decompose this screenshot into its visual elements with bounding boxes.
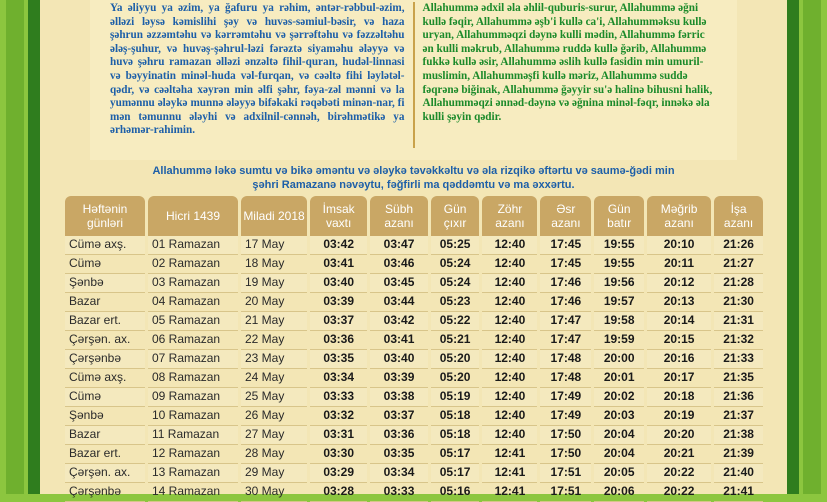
isha-cell: 21:33 (714, 350, 763, 369)
header-hijri: Hicri 1439 (148, 196, 238, 236)
maghrib-cell: 20:17 (647, 369, 711, 388)
subh-cell: 03:45 (370, 274, 427, 293)
isha-cell: 21:30 (714, 293, 763, 312)
table-row (65, 312, 763, 331)
table-row (65, 369, 763, 388)
sunset-cell: 19:56 (594, 274, 644, 293)
isha-cell: 21:26 (714, 236, 763, 255)
isha-cell: 21:41 (714, 483, 763, 502)
isha-cell: 21:40 (714, 464, 763, 483)
maghrib-cell: 20:19 (647, 407, 711, 426)
subh-cell: 03:42 (370, 312, 427, 331)
maghrib-cell: 20:13 (647, 293, 711, 312)
asr-cell: 17:51 (540, 483, 591, 502)
table-row (65, 464, 763, 483)
asr-cell: 17:47 (540, 312, 591, 331)
maghrib-cell: 20:14 (647, 312, 711, 331)
table-body (65, 236, 763, 502)
zohr-cell: 12:40 (482, 236, 537, 255)
iftar-prayer-text: Allahummə ləkə sumtu və bikə əməntu və ələykə təvəkkəltu və əla rizqikə əftərtu və saumə-ğədi min şəhri Ramazanə nəvəytu, fəğfirli ma qəddəmtu və ma əxxərtu. (152, 165, 675, 191)
hijri-date-cell: 13 Ramazan (148, 464, 238, 483)
sunrise-cell: 05:20 (431, 369, 480, 388)
weekday-cell: Şənbə (65, 274, 145, 293)
asr-cell: 17:49 (540, 407, 591, 426)
sunset-cell: 19:57 (594, 293, 644, 312)
prayer-text-right: Allahummə ədxil əla əhlil-quburis-surur, Allahummə əğni kullə fəqir, Allahummə əşb'i kullə ca'i, Allahumməksu kullə uryan, Allahumməqzi dəynə kulli mədin, Allahummə fərric ən kulli məkrub, Allahummə ruddə kullə ğərib, Allahummə fukkə kullə əsir, Allahummə əslih kullə fasidin min umuril-muslimin, Allahumməşfi kullə məriz, Allahummə suddə fəqrənə biğinak, Allahummə ğəyyir su'ə halinə bihusni halik, Allahumməqzi ənnəd-dəynə və əğnina minəl-fəqr, innəkə əla kulli şəyin qədir. (422, 2, 713, 123)
table-header-row (65, 196, 763, 236)
asr-cell: 17:46 (540, 274, 591, 293)
zohr-cell: 12:40 (482, 350, 537, 369)
zohr-cell: 12:40 (482, 369, 537, 388)
isha-cell: 21:37 (714, 407, 763, 426)
sunrise-cell: 05:20 (431, 350, 480, 369)
zohr-cell: 12:41 (482, 464, 537, 483)
header-zohr: Zöhr azanı (482, 196, 537, 236)
weekday-cell: Cümə (65, 255, 145, 274)
isha-cell: 21:27 (714, 255, 763, 274)
maghrib-cell: 20:15 (647, 331, 711, 350)
sunset-cell: 19:55 (594, 236, 644, 255)
sunrise-cell: 05:17 (431, 445, 480, 464)
sunrise-cell: 05:24 (431, 274, 480, 293)
weekday-cell: Çərşən. ax. (65, 464, 145, 483)
background-stripe (6, 0, 24, 494)
zohr-cell: 12:40 (482, 312, 537, 331)
prayer-text-left: Ya əliyyu ya əzim, ya ğafuru ya rəhim, əntər-rəbbul-əzim, əlləzi ləysə kəmislihi şəy və huvəs-səmiul-bəsir, və haza şəhrun əzzəmtəhu və kərrəmtəhu və şərrəftəhu və fəzzəltəhu ələş-şuhur, və huvəş-şəhrul-ləzi fərəztə siyaməhu ələyyə və huvə şəhru ramazan əlləzi ənzəltə fihil-quran, hudəl-linnasi və bəyyinatin minəl-huda vəl-furqan, və cəəltə fihi ləylətəl-qədr, və cəəltəha xəyrən min əlfi şəhr, fəya-zəl mənni və la yumənnu ələykə munnə ələyyə bifəkaki rəqəbəti minən-nar, fi mən təmunnu ələyhi və adxilnil-cənnəh, birəhmətikə ya ərhəmər-rahimin. (110, 2, 405, 137)
zohr-cell: 12:40 (482, 274, 537, 293)
maghrib-cell: 20:22 (647, 483, 711, 502)
asr-cell: 17:50 (540, 426, 591, 445)
maghrib-cell: 20:18 (647, 388, 711, 407)
table-row (65, 426, 763, 445)
isha-cell: 21:39 (714, 445, 763, 464)
gregorian-date-cell: 18 May (241, 255, 307, 274)
sunrise-cell: 05:18 (431, 426, 480, 445)
sunrise-cell: 05:23 (431, 293, 480, 312)
gregorian-date-cell: 26 May (241, 407, 307, 426)
subh-cell: 03:38 (370, 388, 427, 407)
subh-cell: 03:33 (370, 483, 427, 502)
subh-cell: 03:40 (370, 350, 427, 369)
table-row (65, 483, 763, 502)
hijri-date-cell: 12 Ramazan (148, 445, 238, 464)
subh-cell: 03:44 (370, 293, 427, 312)
subh-cell: 03:41 (370, 331, 427, 350)
imsak-cell: 03:35 (310, 350, 367, 369)
imsak-cell: 03:34 (310, 369, 367, 388)
weekday-cell: Cümə (65, 388, 145, 407)
sunset-cell: 19:58 (594, 312, 644, 331)
hijri-date-cell: 08 Ramazan (148, 369, 238, 388)
hijri-date-cell: 07 Ramazan (148, 350, 238, 369)
table-row (65, 350, 763, 369)
weekday-cell: Cümə axş. (65, 369, 145, 388)
isha-cell: 21:38 (714, 426, 763, 445)
asr-cell: 17:47 (540, 331, 591, 350)
zohr-cell: 12:40 (482, 255, 537, 274)
weekday-cell: Bazar ert. (65, 445, 145, 464)
sunset-cell: 20:01 (594, 369, 644, 388)
asr-cell: 17:50 (540, 445, 591, 464)
maghrib-cell: 20:11 (647, 255, 711, 274)
sunset-cell: 19:55 (594, 255, 644, 274)
hijri-date-cell: 01 Ramazan (148, 236, 238, 255)
asr-cell: 17:48 (540, 350, 591, 369)
sunrise-cell: 05:17 (431, 464, 480, 483)
imsak-cell: 03:36 (310, 331, 367, 350)
zohr-cell: 12:41 (482, 483, 537, 502)
gregorian-date-cell: 19 May (241, 274, 307, 293)
hijri-date-cell: 11 Ramazan (148, 426, 238, 445)
sunset-cell: 20:05 (594, 464, 644, 483)
gregorian-date-cell: 20 May (241, 293, 307, 312)
subh-cell: 03:39 (370, 369, 427, 388)
gregorian-date-cell: 25 May (241, 388, 307, 407)
sunset-cell: 20:06 (594, 483, 644, 502)
table-row (65, 331, 763, 350)
imsak-cell: 03:37 (310, 312, 367, 331)
prayer-text-area (102, 0, 725, 158)
maghrib-cell: 20:22 (647, 464, 711, 483)
subh-cell: 03:36 (370, 426, 427, 445)
sunrise-cell: 05:19 (431, 388, 480, 407)
zohr-cell: 12:41 (482, 445, 537, 464)
imsak-cell: 03:33 (310, 388, 367, 407)
header-sunset: Gün batır (594, 196, 644, 236)
header-sunrise: Gün çıxır (431, 196, 480, 236)
gregorian-date-cell: 22 May (241, 331, 307, 350)
zohr-cell: 12:40 (482, 407, 537, 426)
weekday-cell: Bazar (65, 426, 145, 445)
weekday-cell: Bazar (65, 293, 145, 312)
table-row (65, 388, 763, 407)
imsak-cell: 03:40 (310, 274, 367, 293)
sunrise-cell: 05:21 (431, 331, 480, 350)
gregorian-date-cell: 24 May (241, 369, 307, 388)
imsak-cell: 03:29 (310, 464, 367, 483)
sunset-cell: 20:02 (594, 388, 644, 407)
isha-cell: 21:35 (714, 369, 763, 388)
sunrise-cell: 05:18 (431, 407, 480, 426)
hijri-date-cell: 05 Ramazan (148, 312, 238, 331)
table-row (65, 293, 763, 312)
weekday-cell: Çərşən. ax. (65, 331, 145, 350)
table-row (65, 255, 763, 274)
header-gregorian: Miladi 2018 (241, 196, 307, 236)
zohr-cell: 12:40 (482, 293, 537, 312)
weekday-cell: Bazar ert. (65, 312, 145, 331)
gregorian-date-cell: 28 May (241, 445, 307, 464)
hijri-date-cell: 10 Ramazan (148, 407, 238, 426)
subh-cell: 03:35 (370, 445, 427, 464)
zohr-cell: 12:40 (482, 426, 537, 445)
imsak-cell: 03:32 (310, 407, 367, 426)
sunset-cell: 19:59 (594, 331, 644, 350)
asr-cell: 17:49 (540, 388, 591, 407)
gregorian-date-cell: 21 May (241, 312, 307, 331)
hijri-date-cell: 14 Ramazan (148, 483, 238, 502)
isha-cell: 21:32 (714, 331, 763, 350)
ramadan-schedule-table (62, 196, 766, 502)
zohr-cell: 12:40 (482, 388, 537, 407)
gregorian-date-cell: 17 May (241, 236, 307, 255)
gregorian-date-cell: 30 May (241, 483, 307, 502)
sunset-cell: 20:04 (594, 426, 644, 445)
imsak-cell: 03:39 (310, 293, 367, 312)
header-asr: Əsr azanı (540, 196, 591, 236)
hijri-date-cell: 09 Ramazan (148, 388, 238, 407)
gregorian-date-cell: 29 May (241, 464, 307, 483)
gregorian-date-cell: 27 May (241, 426, 307, 445)
hijri-date-cell: 02 Ramazan (148, 255, 238, 274)
subh-cell: 03:34 (370, 464, 427, 483)
maghrib-cell: 20:16 (647, 350, 711, 369)
isha-cell: 21:36 (714, 388, 763, 407)
isha-cell: 21:31 (714, 312, 763, 331)
subh-cell: 03:46 (370, 255, 427, 274)
sunrise-cell: 05:22 (431, 312, 480, 331)
imsak-cell: 03:30 (310, 445, 367, 464)
subh-cell: 03:47 (370, 236, 427, 255)
asr-cell: 17:45 (540, 255, 591, 274)
header-isha: İşa azanı (714, 196, 763, 236)
isha-cell: 21:28 (714, 274, 763, 293)
sunrise-cell: 05:24 (431, 255, 480, 274)
hijri-date-cell: 06 Ramazan (148, 331, 238, 350)
imsak-cell: 03:31 (310, 426, 367, 445)
imsak-cell: 03:42 (310, 236, 367, 255)
hijri-date-cell: 03 Ramazan (148, 274, 238, 293)
header-imsak: İmsak vaxtı (310, 196, 367, 236)
header-maghrib: Məğrib azanı (647, 196, 711, 236)
asr-cell: 17:51 (540, 464, 591, 483)
imsak-cell: 03:41 (310, 255, 367, 274)
gregorian-date-cell: 23 May (241, 350, 307, 369)
table-row (65, 445, 763, 464)
asr-cell: 17:48 (540, 369, 591, 388)
maghrib-cell: 20:21 (647, 445, 711, 464)
weekday-cell: Çərşənbə (65, 483, 145, 502)
maghrib-cell: 20:20 (647, 426, 711, 445)
subh-cell: 03:37 (370, 407, 427, 426)
sunset-cell: 20:00 (594, 350, 644, 369)
asr-cell: 17:46 (540, 293, 591, 312)
table-row (65, 236, 763, 255)
weekday-cell: Şənbə (65, 407, 145, 426)
header-weekday: Həftənin günləri (65, 196, 145, 236)
weekday-cell: Cümə axş. (65, 236, 145, 255)
table-row (65, 407, 763, 426)
sunrise-cell: 05:16 (431, 483, 480, 502)
zohr-cell: 12:40 (482, 331, 537, 350)
hijri-date-cell: 04 Ramazan (148, 293, 238, 312)
table-row (65, 274, 763, 293)
imsak-cell: 03:28 (310, 483, 367, 502)
sunset-cell: 20:03 (594, 407, 644, 426)
maghrib-cell: 20:10 (647, 236, 711, 255)
sunrise-cell: 05:25 (431, 236, 480, 255)
sunset-cell: 20:04 (594, 445, 644, 464)
header-subh: Sübh azanı (370, 196, 427, 236)
weekday-cell: Çərşənbə (65, 350, 145, 369)
asr-cell: 17:45 (540, 236, 591, 255)
background-stripe (803, 0, 821, 494)
maghrib-cell: 20:12 (647, 274, 711, 293)
